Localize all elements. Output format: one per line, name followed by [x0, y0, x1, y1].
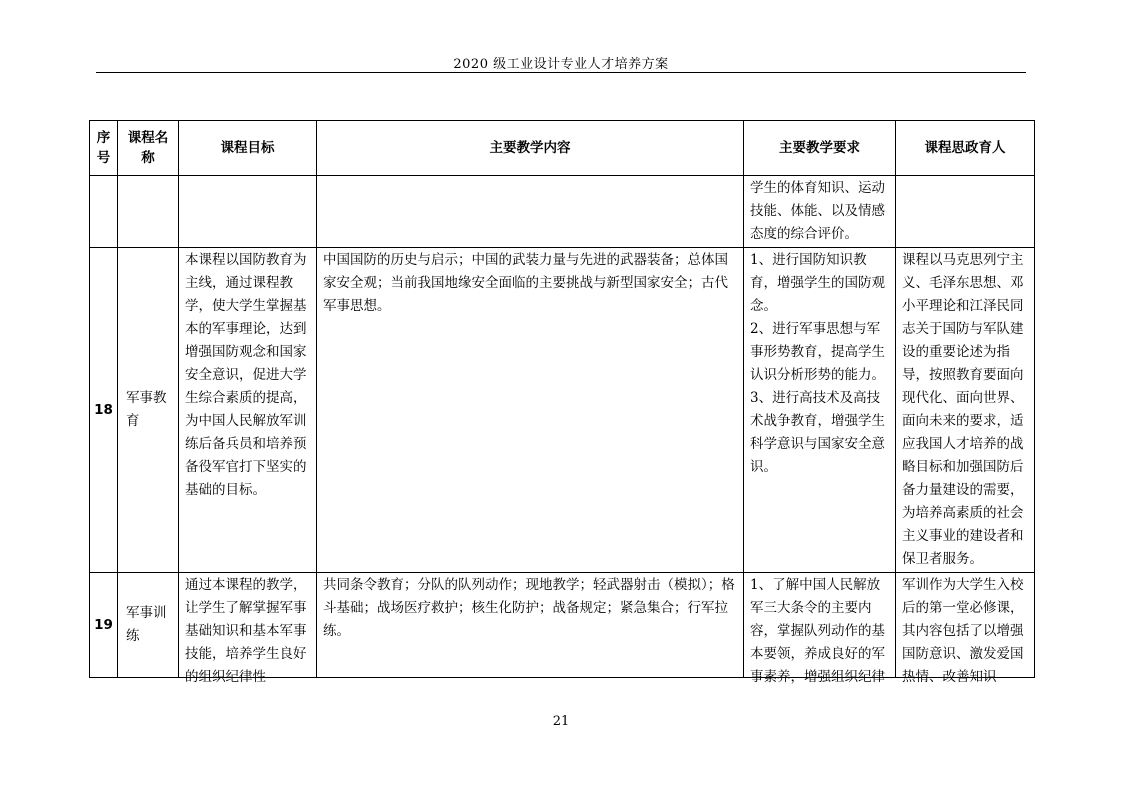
- row-requirements: 学生的体育知识、运动技能、体能、以及情感态度的综合评价。: [744, 176, 896, 248]
- page-number: 21: [552, 714, 570, 729]
- row-requirements-text: 1、了解中国人民解放军三大条令的主要内容，掌握队列动作的基本要领，养成良好的军事素养，增强组织纪律: [750, 577, 885, 685]
- row-name: 军事训练: [118, 573, 179, 678]
- header-goal: 课程目标: [179, 121, 317, 176]
- row-goal: 本课程以国防教育为主线，通过课程教学，使大学生掌握基本的军事理论，达到增强国防观念和国家安全意识，促进大学生综合素质的提高，为中国人民解放军训练后备兵员和培养预备役军官打下坚实的基础的目标。: [179, 248, 317, 573]
- row-content: [317, 573, 744, 678]
- table-header-row: [90, 121, 1035, 176]
- header-rule: [96, 72, 1026, 73]
- row-goal: [179, 573, 317, 685]
- row-content: [317, 176, 744, 248]
- header-name: 课程名称: [118, 121, 179, 176]
- header-ideology: 课程思政育人: [896, 121, 1035, 176]
- row-content-text: 共同条令教育；分队的队列动作；现地教学；轻武器射击（模拟）；格斗基础；战场医疗救护；核生化防护；战备规定；紧急集合；行军拉练。: [323, 577, 735, 639]
- row-requirements: 1、进行国防知识教育，增强学生的国防观念。 2、进行军事思想与军事形势教育，提高学生认识分析形势的能力。 3、进行高技术及高技术战争教育，增强学生科学意识与国家安全意识。: [744, 248, 896, 573]
- table-row: [90, 176, 1035, 248]
- row-content: 中国国防的历史与启示；中国的武装力量与先进的武器装备；总体国家安全观；当前我国地缘安全面临的主要挑战与新型国家安全；古代军事思想。: [317, 248, 744, 573]
- table-row: [90, 248, 1035, 573]
- header-num: 序号: [90, 121, 118, 176]
- table-row: [90, 573, 1035, 678]
- row-ideology-text: 军训作为大学生入校后的第一堂必修课，其内容包括了以增强国防意识、激发爱国热情、改善知识: [902, 577, 1024, 685]
- course-table: [89, 120, 1035, 685]
- row-requirements: [744, 573, 896, 685]
- row-goal-text: 通过本课程的教学，让学生了解掌握军事基础知识和基本军事技能，培养学生良好的组织纪律性: [185, 577, 307, 685]
- row-num: 18: [90, 248, 118, 573]
- row-name: [118, 176, 179, 248]
- row-num: [90, 176, 118, 248]
- row-ideology: [896, 573, 1035, 685]
- row-name: 军事教育: [118, 248, 179, 573]
- row-ideology: [896, 176, 1035, 248]
- document-header-title: 2020 级工业设计专业人才培养方案: [453, 57, 669, 72]
- header-requirements: 主要教学要求: [744, 121, 896, 176]
- row-ideology: 课程以马克思列宁主义、毛泽东思想、邓小平理论和江泽民同志关于国防与军队建设的重要论述为指导，按照教育要面向现代化、面向世界、面向未来的要求，适应我国人才培养的战略目标和加强国防后备力量建设的需要，为培养高素质的社会主义事业的建设者和保卫者服务。: [896, 248, 1035, 573]
- header-content: 主要教学内容: [317, 121, 744, 176]
- row-goal: [179, 176, 317, 248]
- row-num: 19: [90, 573, 118, 678]
